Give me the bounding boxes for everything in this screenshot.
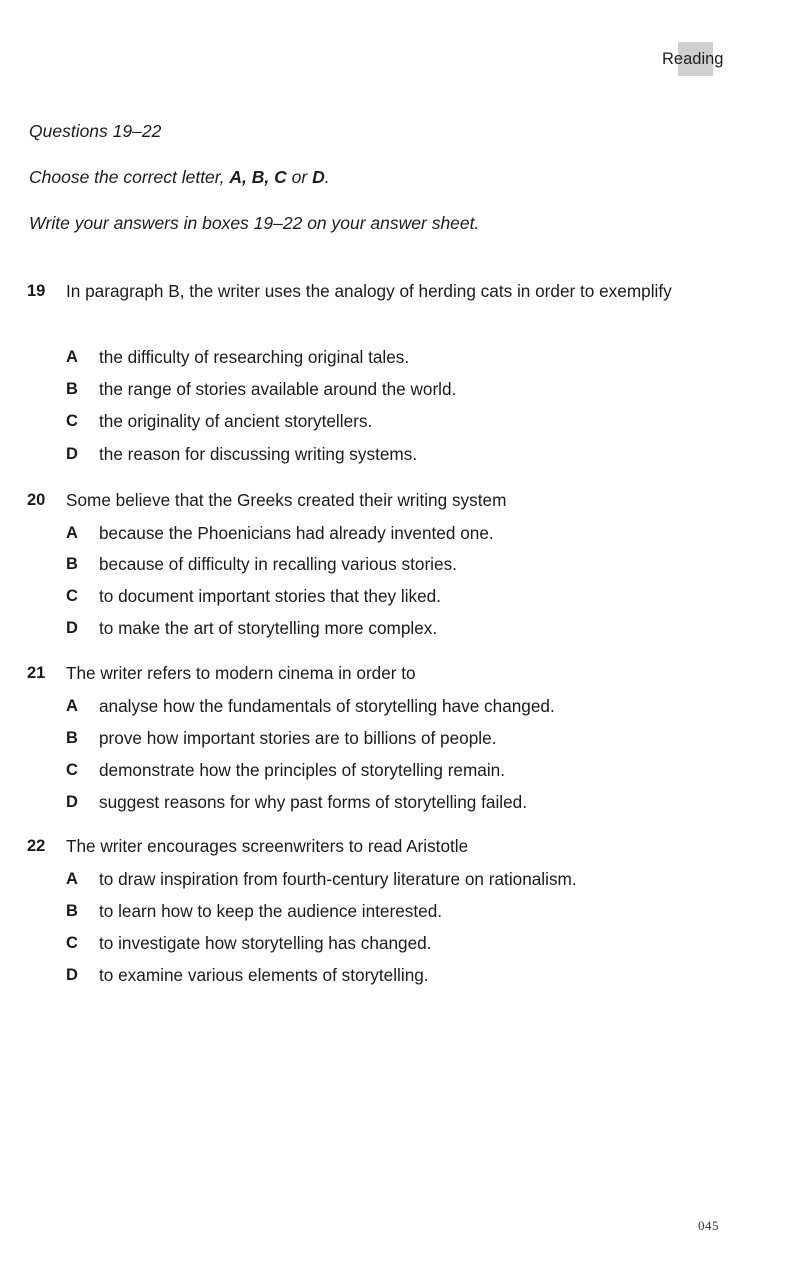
option-c — [0, 410, 760, 434]
option-text: the difficulty of researching original tales. — [99, 347, 410, 367]
section-label-text: Reading — [662, 50, 724, 68]
option-letter: B — [66, 380, 78, 398]
choose-suffix: . — [324, 167, 330, 187]
option-a — [0, 868, 760, 892]
question-stem: Some believe that the Greeks created their writing system — [66, 490, 507, 510]
option-text: the originality of ancient storytellers. — [99, 411, 373, 431]
option-text: because the Phoenicians had already invented one. — [99, 523, 494, 543]
question-stem: The writer refers to modern cinema in order to — [66, 663, 416, 683]
option-letter: C — [66, 934, 78, 952]
option-text: suggest reasons for why past forms of storytelling failed. — [99, 792, 527, 812]
option-b — [0, 553, 760, 577]
option-text: analyse how the fundamentals of storytelling have changed. — [99, 696, 555, 716]
option-a — [0, 695, 760, 719]
question-stem: In paragraph B, the writer uses the analogy of herding cats in order to exemplify — [66, 281, 672, 301]
option-d — [0, 617, 760, 641]
option-b — [0, 900, 760, 924]
question-number: 19 — [27, 282, 46, 300]
option-text: because of difficulty in recalling various stories. — [99, 554, 457, 574]
option-letter: B — [66, 729, 78, 747]
option-letter: D — [66, 619, 78, 637]
option-letter: B — [66, 555, 78, 573]
option-text: to make the art of storytelling more complex. — [99, 618, 438, 638]
or-word: or — [291, 167, 308, 187]
option-d — [0, 964, 760, 988]
choice-letter-d: D — [312, 167, 325, 187]
option-letter: B — [66, 902, 78, 920]
answer-sheet-note: Write your answers in boxes 19–22 on your answer sheet. — [29, 213, 480, 233]
option-letter: C — [66, 587, 78, 605]
option-letter: D — [66, 793, 78, 811]
question-number: 22 — [27, 837, 46, 855]
question-number: 21 — [27, 664, 46, 682]
choice-letter-a: A, — [229, 167, 247, 187]
option-letter: A — [66, 348, 78, 366]
option-letter: A — [66, 697, 78, 715]
choose-instruction — [29, 167, 330, 188]
option-letter: D — [66, 445, 78, 463]
option-text: to investigate how storytelling has changed. — [99, 933, 432, 953]
choice-letter-c: C — [274, 167, 287, 187]
option-text: to document important stories that they liked. — [99, 586, 442, 606]
option-letter: D — [66, 966, 78, 984]
option-text: prove how important stories are to billions of people. — [99, 728, 497, 748]
option-a — [0, 346, 760, 370]
option-letter: A — [66, 524, 78, 542]
option-d — [0, 443, 760, 467]
option-letter: C — [66, 412, 78, 430]
section-label — [662, 42, 723, 76]
option-text: to learn how to keep the audience interested. — [99, 901, 443, 921]
option-text: demonstrate how the principles of storytelling remain. — [99, 760, 506, 780]
choice-letter-b: B, — [251, 167, 270, 187]
option-d — [0, 791, 760, 815]
option-letter: C — [66, 761, 78, 779]
option-b — [0, 727, 760, 751]
choose-prefix: Choose the correct letter, — [29, 167, 225, 187]
option-letter: A — [66, 870, 78, 888]
option-a — [0, 522, 760, 546]
option-text: the reason for discussing writing systems. — [99, 444, 418, 464]
option-text: the range of stories available around the world. — [99, 379, 457, 399]
option-text: to draw inspiration from fourth-century literature on rationalism. — [99, 869, 577, 889]
option-c — [0, 585, 760, 609]
option-c — [0, 759, 760, 783]
question-stem: The writer encourages screenwriters to read Aristotle — [66, 836, 469, 856]
option-b — [0, 378, 760, 402]
questions-title: Questions 19–22 — [29, 121, 162, 141]
question-number: 20 — [27, 491, 46, 509]
option-c — [0, 932, 760, 956]
page-number: 045 — [698, 1218, 719, 1233]
option-text: to examine various elements of storytelling. — [99, 965, 429, 985]
